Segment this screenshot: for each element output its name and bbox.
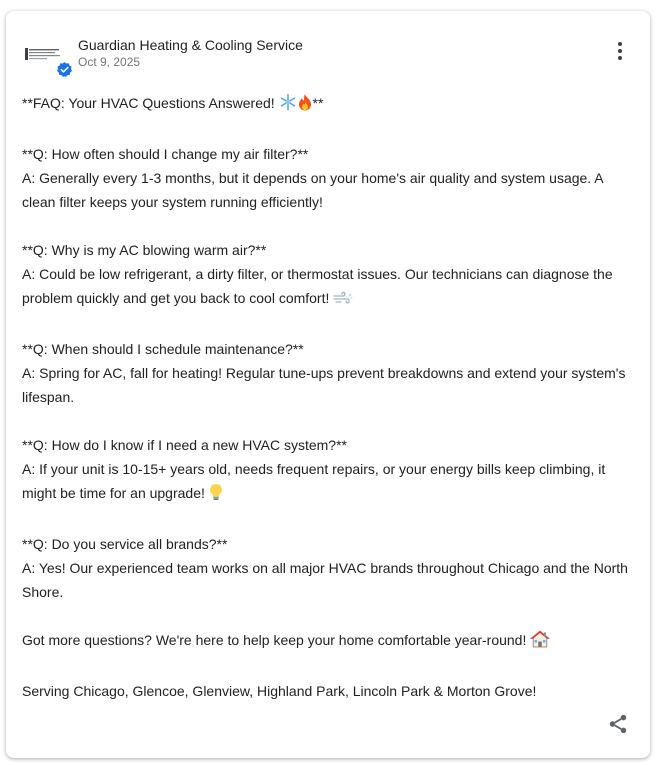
qa-item [22,337,640,409]
lightbulb-emoji [209,483,223,508]
post-header [22,35,634,79]
qa-question: **Q: How often should I change my air filter?** [22,146,309,162]
post-title-text: **FAQ: Your HVAC Questions Answered! [22,95,279,111]
more-options-button[interactable] [608,39,632,63]
qa-item [22,433,640,508]
closing-line [22,628,640,655]
closing-text: Got more questions? We're here to help keep your home comfortable year-round! [22,632,531,648]
business-name[interactable]: Guardian Heating & Cooling Service [78,37,303,53]
post-card [6,11,650,758]
qa-question: **Q: How do I know if I need a new HVAC system?** [22,437,347,453]
qa-question: **Q: Do you service all brands?** [22,536,228,552]
share-icon [607,713,629,735]
qa-item [22,238,640,313]
post-title-line [22,91,640,118]
post-date: Oct 9, 2025 [78,55,141,69]
snowflake-emoji [279,93,297,118]
more-vert-icon [608,39,632,63]
fire-emoji [297,93,313,118]
business-logo-icon [25,47,61,61]
qa-question: **Q: When should I schedule maintenance?** [22,341,304,357]
share-button[interactable] [606,712,630,736]
qa-item [22,532,640,604]
wind-emoji [333,289,353,313]
service-area-text: Serving Chicago, Glencoe, Glenview, Highland Park, Lincoln Park & Morton Grove! [22,683,537,699]
post-title-suffix: ** [312,95,324,111]
qa-question: **Q: Why is my AC blowing warm air?** [22,242,267,258]
business-avatar[interactable] [25,43,61,67]
qa-answer: A: Generally every 1-3 months, but it depends on your home's air quality and system usage. A clean filter keeps your system running efficiently! [22,170,603,210]
qa-item [22,142,640,214]
qa-answer: A: Yes! Our experienced team works on all major HVAC brands throughout Chicago and the North Shore. [22,560,628,600]
house-emoji [530,630,550,655]
post-body [22,91,640,727]
qa-answer: A: Could be low refrigerant, a dirty filter, or thermostat issues. Our technicians can diagnose the problem quickly and get you back to cool comfort! [22,266,613,306]
qa-answer: A: If your unit is 10-15+ years old, needs frequent repairs, or your energy bills keep climbing, it might be time for an upgrade! [22,461,606,501]
service-area [22,679,640,703]
verified-check-icon [56,61,73,78]
qa-answer: A: Spring for AC, fall for heating! Regular tune-ups prevent breakdowns and extend your system's lifespan. [22,365,626,405]
